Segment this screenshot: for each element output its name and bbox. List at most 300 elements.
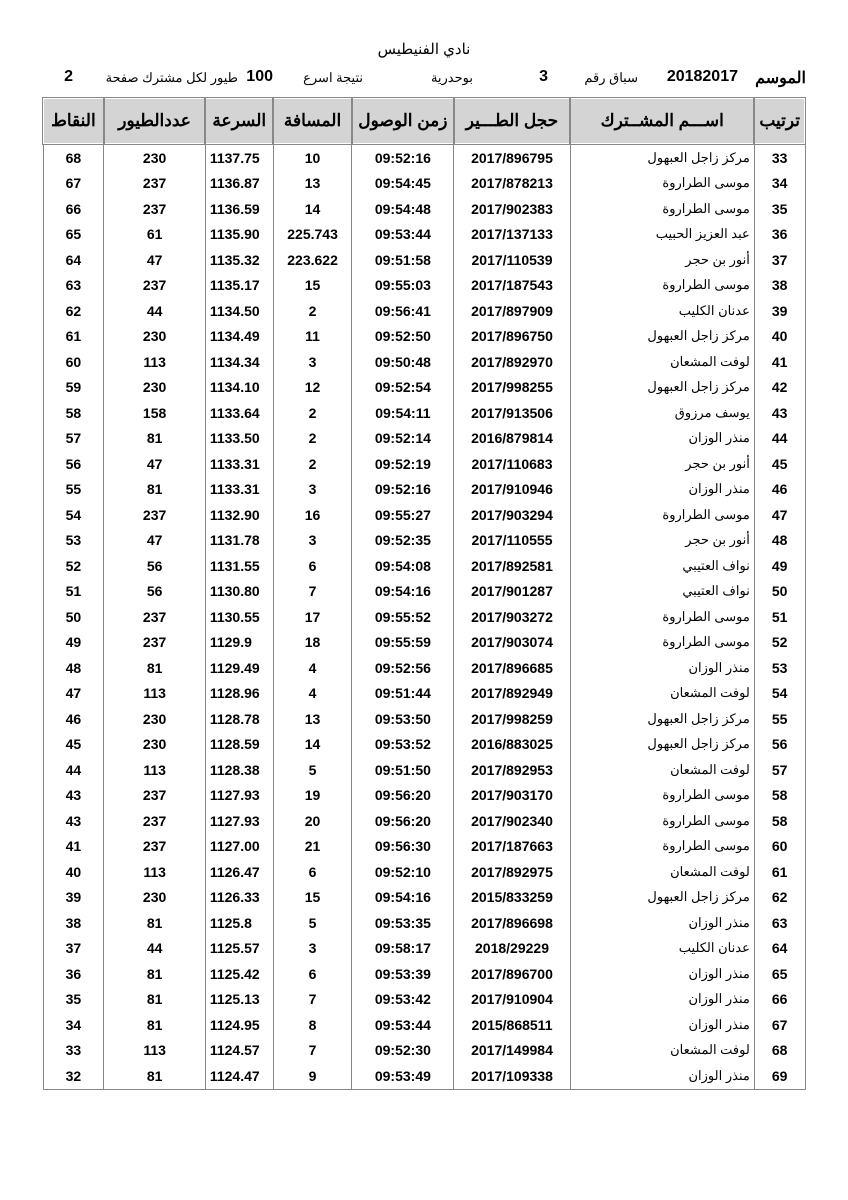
per-participant-label: طيور لكل مشترك صفحة: [105, 70, 238, 85]
cell-rank: 37: [754, 247, 805, 273]
col-bird-count: عددالطيور: [104, 98, 205, 144]
table-row: [43, 910, 805, 936]
cell-points: 61: [43, 324, 104, 350]
table-row: [43, 783, 805, 809]
cell-participant: نواف العتيبي: [570, 579, 754, 605]
cell-bird-count: 81: [104, 1012, 205, 1038]
cell-participant: أنور بن حجر: [570, 451, 754, 477]
col-arrival-time: زمن الوصول: [352, 98, 454, 144]
cell-rank: 57: [754, 757, 805, 783]
table-row: [43, 579, 805, 605]
cell-speed: 1128.59: [205, 732, 273, 758]
cell-distance: 15: [273, 885, 352, 911]
table-row: [43, 324, 805, 350]
cell-arrival-time: 09:54:45: [352, 171, 454, 197]
cell-speed: 1126.33: [205, 885, 273, 911]
table-row: [43, 834, 805, 860]
table-row: [43, 528, 805, 554]
cell-bird-count: 44: [104, 298, 205, 324]
cell-ring: 2017/896700: [454, 961, 570, 987]
cell-arrival-time: 09:56:20: [352, 808, 454, 834]
cell-speed: 1134.49: [205, 324, 273, 350]
season-value: 20182017: [666, 68, 738, 85]
cell-bird-count: 237: [104, 171, 205, 197]
cell-distance: 3: [273, 528, 352, 554]
cell-bird-count: 47: [104, 451, 205, 477]
cell-points: 59: [43, 375, 104, 401]
cell-arrival-time: 09:54:16: [352, 579, 454, 605]
cell-ring: 2015/868511: [454, 1012, 570, 1038]
cell-distance: 20: [273, 808, 352, 834]
cell-distance: 12: [273, 375, 352, 401]
cell-rank: 58: [754, 808, 805, 834]
table-row: [43, 247, 805, 273]
cell-points: 43: [43, 808, 104, 834]
cell-participant: موسى الطراروة: [570, 196, 754, 222]
cell-ring: 2017/187543: [454, 273, 570, 299]
cell-speed: 1125.8: [205, 910, 273, 936]
cell-speed: 1128.78: [205, 706, 273, 732]
cell-arrival-time: 09:52:16: [352, 477, 454, 503]
cell-arrival-time: 09:55:03: [352, 273, 454, 299]
cell-rank: 58: [754, 783, 805, 809]
cell-bird-count: 113: [104, 349, 205, 375]
season-label: الموسم: [755, 70, 806, 87]
cell-points: 34: [43, 1012, 104, 1038]
table-row: [43, 144, 805, 171]
cell-bird-count: 230: [104, 324, 205, 350]
cell-points: 66: [43, 196, 104, 222]
cell-ring: 2017/892970: [454, 349, 570, 375]
cell-distance: 4: [273, 655, 352, 681]
table-row: [43, 681, 805, 707]
cell-bird-count: 237: [104, 604, 205, 630]
table-row: [43, 757, 805, 783]
cell-participant: موسى الطراروة: [570, 171, 754, 197]
cell-speed: 1124.57: [205, 1038, 273, 1064]
cell-arrival-time: 09:54:08: [352, 553, 454, 579]
table-row: [43, 426, 805, 452]
cell-distance: 7: [273, 1038, 352, 1064]
cell-participant: مركز زاجل العبهول: [570, 324, 754, 350]
cell-participant: لوفت المشعان: [570, 859, 754, 885]
cell-arrival-time: 09:56:30: [352, 834, 454, 860]
cell-distance: 18: [273, 630, 352, 656]
result-count: 100: [246, 68, 273, 85]
cell-participant: يوسف مرزوق: [570, 400, 754, 426]
cell-speed: 1136.87: [205, 171, 273, 197]
cell-arrival-time: 09:58:17: [352, 936, 454, 962]
cell-bird-count: 237: [104, 502, 205, 528]
cell-ring: 2017/902340: [454, 808, 570, 834]
cell-speed: 1135.17: [205, 273, 273, 299]
cell-arrival-time: 09:55:27: [352, 502, 454, 528]
cell-distance: 2: [273, 400, 352, 426]
cell-bird-count: 47: [104, 247, 205, 273]
cell-points: 53: [43, 528, 104, 554]
cell-distance: 17: [273, 604, 352, 630]
cell-participant: عدنان الكليب: [570, 936, 754, 962]
cell-arrival-time: 09:55:52: [352, 604, 454, 630]
cell-rank: 62: [754, 885, 805, 911]
cell-rank: 42: [754, 375, 805, 401]
cell-points: 39: [43, 885, 104, 911]
table-row: [43, 349, 805, 375]
cell-points: 41: [43, 834, 104, 860]
cell-rank: 64: [754, 936, 805, 962]
cell-arrival-time: 09:52:10: [352, 859, 454, 885]
cell-participant: عبد العزيز الحبيب: [570, 222, 754, 248]
cell-participant: مركز زاجل العبهول: [570, 706, 754, 732]
cell-participant: موسى الطراروة: [570, 604, 754, 630]
cell-arrival-time: 09:51:44: [352, 681, 454, 707]
cell-rank: 67: [754, 1012, 805, 1038]
cell-distance: 223.622: [273, 247, 352, 273]
cell-ring: 2017/913506: [454, 400, 570, 426]
cell-speed: 1133.50: [205, 426, 273, 452]
cell-speed: 1136.59: [205, 196, 273, 222]
cell-ring: 2017/892953: [454, 757, 570, 783]
cell-arrival-time: 09:54:16: [352, 885, 454, 911]
cell-points: 55: [43, 477, 104, 503]
cell-arrival-time: 09:52:50: [352, 324, 454, 350]
cell-bird-count: 230: [104, 706, 205, 732]
cell-bird-count: 81: [104, 961, 205, 987]
table-row: [43, 1038, 805, 1064]
cell-points: 44: [43, 757, 104, 783]
cell-arrival-time: 09:55:59: [352, 630, 454, 656]
cell-distance: 19: [273, 783, 352, 809]
cell-distance: 5: [273, 757, 352, 783]
cell-rank: 45: [754, 451, 805, 477]
col-rank: ترتيب: [754, 98, 805, 144]
cell-rank: 51: [754, 604, 805, 630]
cell-participant: موسى الطراروة: [570, 783, 754, 809]
cell-rank: 48: [754, 528, 805, 554]
cell-arrival-time: 09:56:20: [352, 783, 454, 809]
cell-bird-count: 237: [104, 630, 205, 656]
cell-rank: 44: [754, 426, 805, 452]
cell-points: 68: [43, 144, 104, 171]
cell-speed: 1132.90: [205, 502, 273, 528]
cell-participant: منذر الوزان: [570, 426, 754, 452]
cell-rank: 46: [754, 477, 805, 503]
cell-points: 50: [43, 604, 104, 630]
cell-participant: منذر الوزان: [570, 655, 754, 681]
table-row: [43, 400, 805, 426]
cell-rank: 69: [754, 1063, 805, 1089]
cell-ring: 2017/149984: [454, 1038, 570, 1064]
cell-participant: موسى الطراروة: [570, 502, 754, 528]
cell-ring: 2017/896698: [454, 910, 570, 936]
cell-arrival-time: 09:52:30: [352, 1038, 454, 1064]
cell-bird-count: 230: [104, 375, 205, 401]
cell-ring: 2017/109338: [454, 1063, 570, 1089]
cell-rank: 68: [754, 1038, 805, 1064]
cell-arrival-time: 09:54:11: [352, 400, 454, 426]
cell-participant: منذر الوزان: [570, 987, 754, 1013]
col-points: النقاط: [43, 98, 104, 144]
cell-bird-count: 81: [104, 987, 205, 1013]
cell-distance: 14: [273, 732, 352, 758]
cell-distance: 15: [273, 273, 352, 299]
cell-distance: 5: [273, 910, 352, 936]
cell-points: 56: [43, 451, 104, 477]
cell-speed: 1130.80: [205, 579, 273, 605]
cell-points: 48: [43, 655, 104, 681]
cell-arrival-time: 09:53:42: [352, 987, 454, 1013]
cell-speed: 1125.57: [205, 936, 273, 962]
cell-points: 63: [43, 273, 104, 299]
cell-speed: 1127.93: [205, 783, 273, 809]
cell-ring: 2017/901287: [454, 579, 570, 605]
cell-arrival-time: 09:53:44: [352, 1012, 454, 1038]
cell-arrival-time: 09:53:49: [352, 1063, 454, 1089]
cell-bird-count: 237: [104, 834, 205, 860]
cell-speed: 1133.64: [205, 400, 273, 426]
cell-bird-count: 230: [104, 144, 205, 171]
cell-distance: 225.743: [273, 222, 352, 248]
table-row: [43, 553, 805, 579]
cell-points: 33: [43, 1038, 104, 1064]
cell-ring: 2017/187663: [454, 834, 570, 860]
cell-ring: 2017/903272: [454, 604, 570, 630]
cell-distance: 11: [273, 324, 352, 350]
cell-points: 49: [43, 630, 104, 656]
cell-arrival-time: 09:52:56: [352, 655, 454, 681]
cell-ring: 2016/883025: [454, 732, 570, 758]
cell-ring: 2017/896685: [454, 655, 570, 681]
col-speed: السرعة: [205, 98, 273, 144]
cell-ring: 2017/110539: [454, 247, 570, 273]
cell-distance: 3: [273, 349, 352, 375]
cell-ring: 2017/903074: [454, 630, 570, 656]
cell-points: 67: [43, 171, 104, 197]
table-row: [43, 630, 805, 656]
cell-distance: 14: [273, 196, 352, 222]
cell-bird-count: 113: [104, 859, 205, 885]
cell-arrival-time: 09:53:52: [352, 732, 454, 758]
cell-rank: 60: [754, 834, 805, 860]
cell-participant: أنور بن حجر: [570, 247, 754, 273]
cell-rank: 39: [754, 298, 805, 324]
cell-bird-count: 56: [104, 579, 205, 605]
cell-participant: لوفت المشعان: [570, 681, 754, 707]
cell-ring: 2017/878213: [454, 171, 570, 197]
cell-rank: 66: [754, 987, 805, 1013]
table-row: [43, 298, 805, 324]
cell-rank: 65: [754, 961, 805, 987]
cell-speed: 1134.50: [205, 298, 273, 324]
cell-points: 38: [43, 910, 104, 936]
table-row: [43, 936, 805, 962]
cell-distance: 8: [273, 1012, 352, 1038]
cell-points: 62: [43, 298, 104, 324]
cell-bird-count: 81: [104, 910, 205, 936]
cell-bird-count: 81: [104, 477, 205, 503]
cell-arrival-time: 09:51:58: [352, 247, 454, 273]
cell-rank: 55: [754, 706, 805, 732]
cell-speed: 1129.49: [205, 655, 273, 681]
cell-speed: 1131.78: [205, 528, 273, 554]
cell-rank: 43: [754, 400, 805, 426]
table-row: [43, 451, 805, 477]
cell-ring: 2017/896750: [454, 324, 570, 350]
cell-participant: نواف العتيبي: [570, 553, 754, 579]
cell-arrival-time: 09:53:35: [352, 910, 454, 936]
cell-ring: 2017/137133: [454, 222, 570, 248]
cell-arrival-time: 09:54:48: [352, 196, 454, 222]
cell-participant: لوفت المشعان: [570, 757, 754, 783]
table-row: [43, 196, 805, 222]
cell-points: 36: [43, 961, 104, 987]
cell-bird-count: 113: [104, 757, 205, 783]
cell-speed: 1127.93: [205, 808, 273, 834]
cell-points: 54: [43, 502, 104, 528]
cell-arrival-time: 09:52:35: [352, 528, 454, 554]
table-row: [43, 1012, 805, 1038]
cell-points: 46: [43, 706, 104, 732]
cell-ring: 2017/896795: [454, 144, 570, 171]
club-title: نادي الفنيطيس: [377, 41, 471, 58]
cell-points: 65: [43, 222, 104, 248]
cell-participant: لوفت المشعان: [570, 349, 754, 375]
table-row: [43, 706, 805, 732]
table-row: [43, 273, 805, 299]
cell-speed: 1133.31: [205, 451, 273, 477]
cell-ring: 2017/903170: [454, 783, 570, 809]
cell-bird-count: 113: [104, 1038, 205, 1064]
table-row: [43, 987, 805, 1013]
cell-arrival-time: 09:51:50: [352, 757, 454, 783]
table-row: [43, 477, 805, 503]
cell-participant: مركز زاجل العبهول: [570, 144, 754, 171]
cell-arrival-time: 09:52:19: [352, 451, 454, 477]
cell-distance: 7: [273, 987, 352, 1013]
cell-bird-count: 81: [104, 1063, 205, 1089]
cell-participant: مركز زاجل العبهول: [570, 375, 754, 401]
cell-distance: 13: [273, 706, 352, 732]
cell-participant: عدنان الكليب: [570, 298, 754, 324]
cell-speed: 1131.55: [205, 553, 273, 579]
cell-bird-count: 56: [104, 553, 205, 579]
table-header: [43, 98, 805, 144]
cell-speed: 1133.31: [205, 477, 273, 503]
cell-ring: 2017/998259: [454, 706, 570, 732]
cell-bird-count: 158: [104, 400, 205, 426]
cell-distance: 3: [273, 477, 352, 503]
cell-participant: منذر الوزان: [570, 477, 754, 503]
cell-distance: 4: [273, 681, 352, 707]
page-number: 2: [64, 68, 73, 85]
cell-ring: 2017/892949: [454, 681, 570, 707]
cell-rank: 33: [754, 144, 805, 171]
col-participant: اســـم المشــترك: [570, 98, 754, 144]
cell-speed: 1124.47: [205, 1063, 273, 1089]
cell-points: 32: [43, 1063, 104, 1089]
cell-speed: 1128.38: [205, 757, 273, 783]
cell-speed: 1124.95: [205, 1012, 273, 1038]
cell-ring: 2017/998255: [454, 375, 570, 401]
cell-bird-count: 44: [104, 936, 205, 962]
cell-points: 57: [43, 426, 104, 452]
cell-ring: 2016/879814: [454, 426, 570, 452]
cell-distance: 2: [273, 426, 352, 452]
cell-bird-count: 237: [104, 783, 205, 809]
cell-participant: منذر الوزان: [570, 1012, 754, 1038]
cell-arrival-time: 09:53:44: [352, 222, 454, 248]
table-row: [43, 171, 805, 197]
cell-bird-count: 237: [104, 196, 205, 222]
col-distance: المسافة: [273, 98, 352, 144]
cell-rank: 50: [754, 579, 805, 605]
cell-rank: 49: [754, 553, 805, 579]
cell-participant: موسى الطراروة: [570, 273, 754, 299]
cell-participant: موسى الطراروة: [570, 630, 754, 656]
cell-points: 58: [43, 400, 104, 426]
cell-arrival-time: 09:53:39: [352, 961, 454, 987]
table-row: [43, 604, 805, 630]
cell-participant: مركز زاجل العبهول: [570, 732, 754, 758]
table-row: [43, 859, 805, 885]
cell-bird-count: 61: [104, 222, 205, 248]
cell-distance: 6: [273, 961, 352, 987]
cell-points: 52: [43, 553, 104, 579]
cell-points: 60: [43, 349, 104, 375]
cell-distance: 6: [273, 859, 352, 885]
cell-distance: 10: [273, 144, 352, 171]
cell-rank: 38: [754, 273, 805, 299]
cell-bird-count: 230: [104, 732, 205, 758]
cell-participant: منذر الوزان: [570, 1063, 754, 1089]
table-row: [43, 222, 805, 248]
cell-bird-count: 237: [104, 273, 205, 299]
cell-rank: 54: [754, 681, 805, 707]
cell-rank: 41: [754, 349, 805, 375]
cell-points: 47: [43, 681, 104, 707]
cell-arrival-time: 09:53:50: [352, 706, 454, 732]
cell-ring: 2017/897909: [454, 298, 570, 324]
cell-points: 40: [43, 859, 104, 885]
cell-participant: أنور بن حجر: [570, 528, 754, 554]
table-row: [43, 885, 805, 911]
race-number: 3: [539, 68, 548, 85]
cell-speed: 1127.00: [205, 834, 273, 860]
cell-speed: 1125.13: [205, 987, 273, 1013]
cell-ring: 2017/110683: [454, 451, 570, 477]
cell-speed: 1137.75: [205, 144, 273, 171]
cell-distance: 21: [273, 834, 352, 860]
cell-participant: مركز زاجل العبهول: [570, 885, 754, 911]
cell-distance: 2: [273, 451, 352, 477]
cell-rank: 34: [754, 171, 805, 197]
table-row: [43, 808, 805, 834]
cell-points: 51: [43, 579, 104, 605]
race-location: بوحدرية: [430, 70, 473, 85]
cell-ring: 2017/910946: [454, 477, 570, 503]
table-row: [43, 502, 805, 528]
cell-participant: منذر الوزان: [570, 910, 754, 936]
cell-rank: 35: [754, 196, 805, 222]
cell-arrival-time: 09:50:48: [352, 349, 454, 375]
cell-distance: 13: [273, 171, 352, 197]
race-label: سباق رقم: [584, 70, 638, 85]
cell-points: 45: [43, 732, 104, 758]
cell-speed: 1128.96: [205, 681, 273, 707]
cell-rank: 52: [754, 630, 805, 656]
cell-points: 35: [43, 987, 104, 1013]
cell-ring: 2017/903294: [454, 502, 570, 528]
